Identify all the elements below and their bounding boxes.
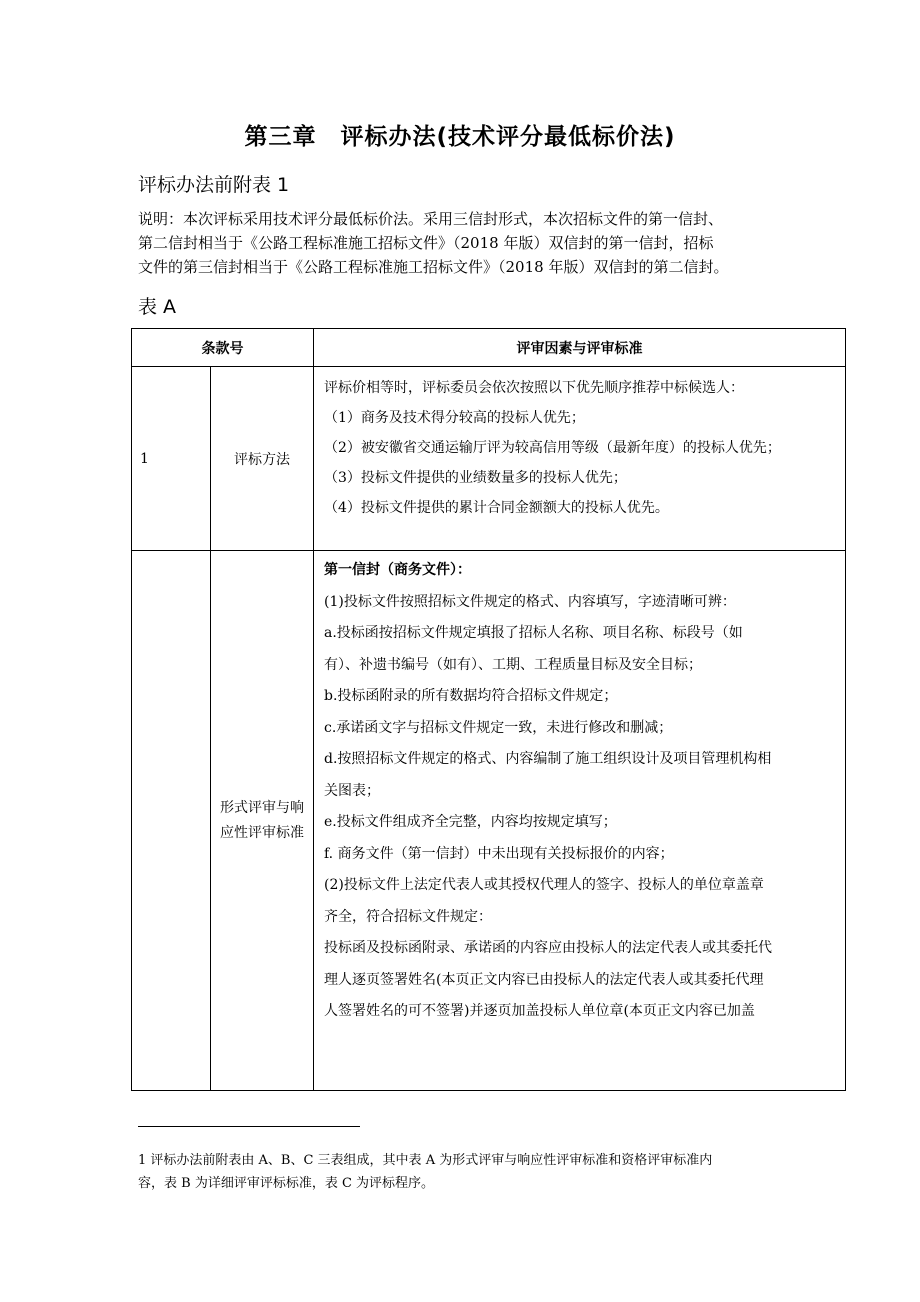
footnote-line: 容，表 B 为详细评审评标标准，表 C 为评标程序。	[138, 1176, 435, 1191]
criteria-line: 关图表；	[324, 782, 380, 799]
criteria-line: 投标函及投标函附录、承诺函的内容应由投标人的法定代表人或其委托代	[324, 940, 772, 956]
criteria-line: 人签署姓名的可不签署)并逐页加盖投标人单位章(本页正文内容已加盖	[324, 1003, 755, 1019]
criteria-line: f. 商务文件（第一信封）中未出现有关投标报价的内容；	[324, 845, 674, 862]
row-criteria	[314, 551, 846, 1091]
row-name: 评标方法	[211, 367, 314, 551]
criteria-line: (1)投标文件按照招标文件规定的格式、内容填写，字迹清晰可辨：	[324, 593, 736, 610]
note-line: 文件的第三信封相当于《公路工程标准施工招标文件》（2018 年版）双信封的第二信封。	[138, 258, 729, 276]
criteria-line: （4）投标文件提供的累计合同金额额大的投标人优先。	[324, 500, 669, 516]
section-title: 评标办法前附表 1	[138, 174, 290, 196]
row-number	[132, 551, 211, 1091]
table-label: 表 A	[138, 296, 177, 318]
table-row	[132, 367, 846, 551]
footnote-line: 1 评标办法前附表由 A、B、C 三表组成，其中表 A 为形式评审与响应性评审标准和资格评审标准内	[138, 1153, 713, 1168]
criteria-line: a.投标函按招标文件规定填报了招标人名称、项目名称、标段号（如	[324, 625, 743, 641]
criteria-line: 第一信封（商务文件）：	[324, 562, 471, 578]
criteria-line: b.投标函附录的所有数据均符合招标文件规定；	[324, 688, 618, 704]
criteria-line: 有）、补遗书编号（如有）、工期、工程质量目标及安全目标；	[324, 656, 702, 673]
note-line: 第二信封相当于《公路工程标准施工招标文件》（2018 年版）双信封的第一信封，招标	[138, 234, 714, 252]
footnote	[138, 1149, 838, 1195]
criteria-line: 理人逐页签署姓名(本页正文内容已由投标人的法定代表人或其委托代理	[324, 971, 764, 988]
table-row	[132, 551, 846, 1091]
criteria-line: (2)投标文件上法定代表人或其授权代理人的签字、投标人的单位章盖章	[324, 877, 764, 893]
header-criteria: 评审因素与评审标准	[314, 329, 846, 367]
footnote-separator	[138, 1126, 360, 1127]
criteria-line: 评标价相等时，评标委员会依次按照以下优先顺序推荐中标候选人：	[324, 380, 744, 396]
criteria-line: （3）投标文件提供的业绩数量多的投标人优先；	[324, 470, 627, 486]
row-name: 形式评审与响应性评审标准	[211, 551, 314, 1091]
page-title: 第三章 评标办法(技术评分最低标价法)	[244, 124, 676, 150]
criteria-line: 齐全，符合招标文件规定：	[324, 908, 492, 925]
criteria-line: c.承诺函文字与招标文件规定一致，未进行修改和删减；	[324, 719, 673, 736]
row-criteria	[314, 367, 846, 551]
table-header-row	[132, 329, 846, 367]
criteria-line: （2）被安徽省交通运输厅评为较高信用等级（最新年度）的投标人优先；	[324, 440, 781, 456]
criteria-table	[131, 328, 846, 1091]
row-number: 1	[132, 367, 211, 551]
explanation-note	[138, 207, 798, 279]
criteria-line: d.按照招标文件规定的格式、内容编制了施工组织设计及项目管理机构相	[324, 751, 772, 767]
criteria-line: e.投标文件组成齐全完整，内容均按规定填写；	[324, 814, 617, 830]
header-clause-number: 条款号	[132, 329, 314, 367]
criteria-line: （1）商务及技术得分较高的投标人优先；	[324, 410, 585, 426]
note-line: 说明：本次评标采用技术评分最低标价法。采用三信封形式，本次招标文件的第一信封、	[138, 210, 724, 228]
